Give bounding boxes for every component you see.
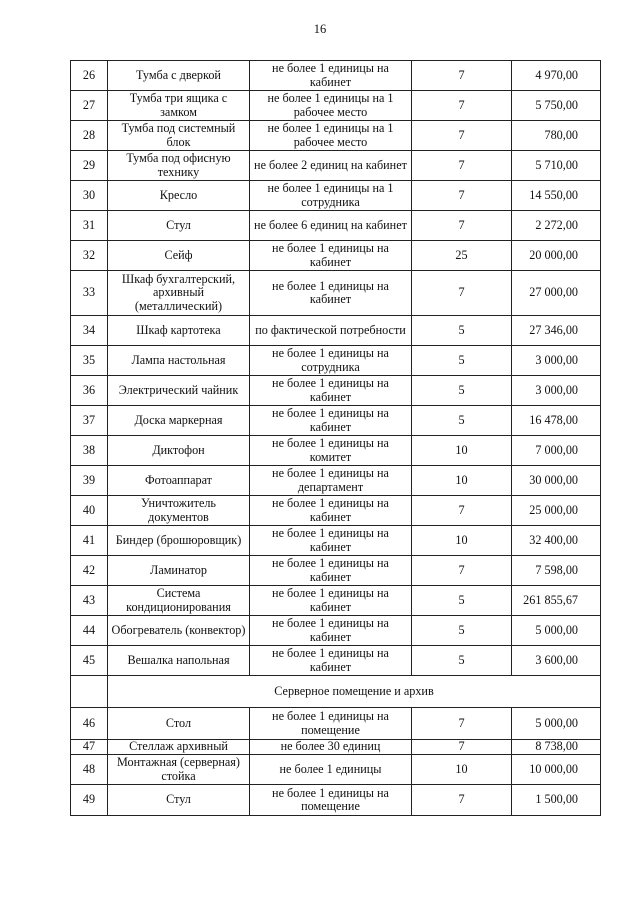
row-number: 42	[71, 556, 108, 586]
item-norm: не более 1 единицы на кабинет	[250, 526, 412, 556]
item-service-years: 5	[412, 406, 512, 436]
item-service-years: 7	[412, 556, 512, 586]
item-norm: не более 1 единицы на кабинет	[250, 646, 412, 676]
item-norm: не более 2 единиц на кабинет	[250, 151, 412, 181]
item-price: 27 000,00	[512, 271, 601, 316]
item-norm: не более 30 единиц	[250, 740, 412, 755]
table-row	[71, 406, 601, 436]
table-row	[71, 271, 601, 316]
row-number: 43	[71, 586, 108, 616]
item-service-years: 10	[412, 526, 512, 556]
item-name: Тумба с дверкой	[108, 61, 250, 91]
row-number: 31	[71, 211, 108, 241]
item-service-years: 10	[412, 466, 512, 496]
row-number: 26	[71, 61, 108, 91]
row-number: 36	[71, 376, 108, 406]
item-service-years: 7	[412, 121, 512, 151]
item-name: Уничтожитель документов	[108, 496, 250, 526]
item-name: Тумба три ящика с замком	[108, 91, 250, 121]
item-price: 25 000,00	[512, 496, 601, 526]
item-norm: не более 1 единицы на кабинет	[250, 556, 412, 586]
item-name: Вешалка напольная	[108, 646, 250, 676]
item-price: 5 710,00	[512, 151, 601, 181]
item-service-years: 10	[412, 436, 512, 466]
row-number: 38	[71, 436, 108, 466]
item-norm: не более 6 единиц на кабинет	[250, 211, 412, 241]
item-name: Доска маркерная	[108, 406, 250, 436]
item-name: Диктофон	[108, 436, 250, 466]
item-name: Электрический чайник	[108, 376, 250, 406]
item-name: Шкаф картотека	[108, 316, 250, 346]
row-number: 34	[71, 316, 108, 346]
table-row	[71, 61, 601, 91]
item-name: Обогреватель (конвектор)	[108, 616, 250, 646]
section-body	[71, 676, 601, 708]
item-norm: не более 1 единицы на сотрудника	[250, 346, 412, 376]
item-norm: не более 1 единицы на кабинет	[250, 61, 412, 91]
item-norm: не более 1 единицы на кабинет	[250, 616, 412, 646]
table-row	[71, 708, 601, 740]
item-norm: по фактической потребности	[250, 316, 412, 346]
item-price: 261 855,67	[512, 586, 601, 616]
row-number: 32	[71, 241, 108, 271]
table-row	[71, 181, 601, 211]
item-name: Стеллаж архивный	[108, 740, 250, 755]
item-norm: не более 1 единицы на кабинет	[250, 376, 412, 406]
row-number: 39	[71, 466, 108, 496]
item-price: 10 000,00	[512, 755, 601, 785]
row-number: 33	[71, 271, 108, 316]
row-number: 35	[71, 346, 108, 376]
item-price: 30 000,00	[512, 466, 601, 496]
row-number: 46	[71, 708, 108, 740]
item-price: 16 478,00	[512, 406, 601, 436]
table-row	[71, 241, 601, 271]
item-name: Биндер (брошюровщик)	[108, 526, 250, 556]
item-price: 5 000,00	[512, 616, 601, 646]
item-service-years: 7	[412, 740, 512, 755]
item-name: Сейф	[108, 241, 250, 271]
item-name: Стул	[108, 785, 250, 816]
item-norm: не более 1 единицы на кабинет	[250, 271, 412, 316]
table-row	[71, 466, 601, 496]
item-price: 8 738,00	[512, 740, 601, 755]
item-name: Монтажная (серверная) стойка	[108, 755, 250, 785]
row-number: 29	[71, 151, 108, 181]
table-row	[71, 151, 601, 181]
items-table	[70, 60, 601, 816]
item-name: Стул	[108, 211, 250, 241]
item-norm: не более 1 единицы на 1 рабочее место	[250, 91, 412, 121]
item-name: Шкаф бухгалтерский, архивный (металлический)	[108, 271, 250, 316]
table-row	[71, 646, 601, 676]
table-row	[71, 755, 601, 785]
section-title: Серверное помещение и архив	[108, 676, 601, 708]
item-name: Система кондиционирования	[108, 586, 250, 616]
table-row	[71, 436, 601, 466]
item-name: Фотоаппарат	[108, 466, 250, 496]
item-price: 3 000,00	[512, 376, 601, 406]
item-norm: не более 1 единицы	[250, 755, 412, 785]
item-name: Ламинатор	[108, 556, 250, 586]
table-row	[71, 526, 601, 556]
item-norm: не более 1 единицы на кабинет	[250, 496, 412, 526]
item-norm: не более 1 единицы на 1 сотрудника	[250, 181, 412, 211]
item-price: 7 000,00	[512, 436, 601, 466]
item-price: 4 970,00	[512, 61, 601, 91]
items-table-body	[71, 61, 601, 676]
item-service-years: 7	[412, 91, 512, 121]
item-service-years: 5	[412, 586, 512, 616]
item-service-years: 7	[412, 271, 512, 316]
item-price: 5 750,00	[512, 91, 601, 121]
item-price: 3 600,00	[512, 646, 601, 676]
item-name: Тумба под офисную технику	[108, 151, 250, 181]
item-service-years: 5	[412, 316, 512, 346]
item-name: Кресло	[108, 181, 250, 211]
item-norm: не более 1 единицы на 1 рабочее место	[250, 121, 412, 151]
row-number: 44	[71, 616, 108, 646]
item-service-years: 7	[412, 61, 512, 91]
item-norm: не более 1 единицы на кабинет	[250, 241, 412, 271]
item-norm: не более 1 единицы на комитет	[250, 436, 412, 466]
section-row	[71, 676, 601, 708]
table-row	[71, 376, 601, 406]
row-number: 30	[71, 181, 108, 211]
row-number: 40	[71, 496, 108, 526]
row-number: 37	[71, 406, 108, 436]
table-row	[71, 121, 601, 151]
section-empty-cell	[71, 676, 108, 708]
server-room-table-body	[71, 708, 601, 816]
item-service-years: 5	[412, 346, 512, 376]
item-price: 1 500,00	[512, 785, 601, 816]
table-row	[71, 586, 601, 616]
item-name: Тумба под системный блок	[108, 121, 250, 151]
item-service-years: 7	[412, 181, 512, 211]
table-row	[71, 496, 601, 526]
row-number: 41	[71, 526, 108, 556]
row-number: 28	[71, 121, 108, 151]
item-norm: не более 1 единицы на кабинет	[250, 586, 412, 616]
item-price: 27 346,00	[512, 316, 601, 346]
item-norm: не более 1 единицы на департамент	[250, 466, 412, 496]
row-number: 47	[71, 740, 108, 755]
table-row	[71, 316, 601, 346]
item-price: 14 550,00	[512, 181, 601, 211]
row-number: 27	[71, 91, 108, 121]
item-norm: не более 1 единицы на помещение	[250, 708, 412, 740]
item-service-years: 5	[412, 616, 512, 646]
item-price: 780,00	[512, 121, 601, 151]
table-row	[71, 91, 601, 121]
item-price: 5 000,00	[512, 708, 601, 740]
row-number: 48	[71, 755, 108, 785]
table-row	[71, 616, 601, 646]
table-row	[71, 346, 601, 376]
table-row	[71, 785, 601, 816]
item-service-years: 7	[412, 211, 512, 241]
item-service-years: 7	[412, 785, 512, 816]
table-row	[71, 740, 601, 755]
table-row	[71, 556, 601, 586]
item-service-years: 5	[412, 646, 512, 676]
item-price: 2 272,00	[512, 211, 601, 241]
item-price: 7 598,00	[512, 556, 601, 586]
item-service-years: 7	[412, 151, 512, 181]
table-row	[71, 211, 601, 241]
item-service-years: 25	[412, 241, 512, 271]
item-norm: не более 1 единицы на помещение	[250, 785, 412, 816]
row-number: 45	[71, 646, 108, 676]
item-name: Лампа настольная	[108, 346, 250, 376]
item-service-years: 7	[412, 496, 512, 526]
item-price: 32 400,00	[512, 526, 601, 556]
row-number: 49	[71, 785, 108, 816]
item-service-years: 7	[412, 708, 512, 740]
item-service-years: 5	[412, 376, 512, 406]
item-price: 20 000,00	[512, 241, 601, 271]
item-name: Стол	[108, 708, 250, 740]
page-number: 16	[313, 22, 327, 36]
item-norm: не более 1 единицы на кабинет	[250, 406, 412, 436]
item-service-years: 10	[412, 755, 512, 785]
item-price: 3 000,00	[512, 346, 601, 376]
